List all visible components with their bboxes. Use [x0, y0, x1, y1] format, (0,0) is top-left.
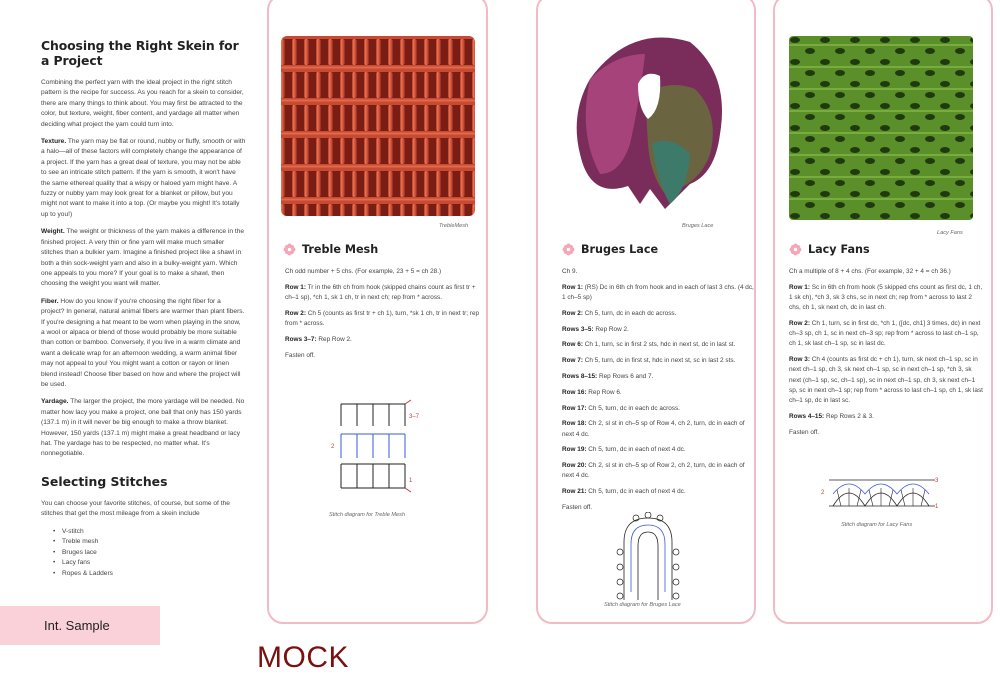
card-title-row [789, 243, 870, 256]
card-treble-mesh [267, 0, 488, 624]
row-text: Ch 1, turn, sc in first dc, *ch 1, ([dc, ch1] 3 times, dc) in next ch–3 sp, ch 1, sc in next ch–3 sp; rep from * across to last ch–1 sp, ch 1, sk last ch–1 sp, sc in last dc. [789, 320, 981, 348]
fiber-label: Fiber. [41, 297, 59, 305]
row-label: Row 3: [789, 356, 810, 364]
yardage-text: The larger the project, the more yardage will be needed. No matter how lacy you make a project, one ball that only has 150 yards (137.1 m) in it will never be big enough to make a throw blanket. However, 150 yards (137.1 m) might make a great headband or lacy hat. The yardage has to be respected, no matter what. It's nonnegotiable. [41, 398, 245, 458]
texture-paragraph [41, 137, 246, 220]
row-text: Ch 5, turn, dc in each dc across. [586, 404, 680, 412]
row-label: Row 2: [789, 320, 810, 327]
foundation-row: Ch a multiple of 8 + 4 chs. (For example, 32 + 4 = ch 36.) [789, 268, 951, 275]
yardage-paragraph [41, 397, 246, 459]
row-instruction [285, 283, 480, 303]
row-instruction [562, 445, 757, 455]
row-text: Rep Rows 2 & 3. [824, 412, 874, 420]
photo-caption: Bruges Lace [682, 223, 714, 229]
row-text: Ch 2, sl st in ch–5 sp of Row 2, ch 2, turn, dc in each of next 4 dc. [562, 462, 745, 480]
row-label: Row 6: [562, 341, 583, 349]
diagram-caption: Stitch diagram for Lacy Fans [841, 522, 913, 528]
weight-text: The weight or thickness of the yarn makes a difference in the finished project. A very thin or fine yarn will make much smaller stitches than a bulkier yarn. Imagine a finished project like a shawl in both a thin sock-weight yarn and also in a bulky-weight yarn. Which one appeals to you more? If your goal is to make a shawl, then choosing the weight you want will matter. [41, 228, 245, 288]
foundation-row: Ch 9. [562, 268, 578, 275]
lacy-fans-swatch-image [787, 34, 975, 222]
pattern-instructions [789, 267, 984, 443]
row-text: Rep Row 2. [593, 325, 629, 333]
row-label: Row 1: [285, 283, 306, 291]
row-label: Row 16: [562, 388, 587, 396]
card-title: Lacy Fans [808, 243, 870, 256]
row-text: Ch 4 (counts as first dc + ch 1), turn, sk next ch–1 sp, sc in next ch–1 sp, ch 3, sk next ch–1 sp, sc in next ch–1 sp, *ch 3, sk next (ch–1 sp, sc, ch–1 sp), sc in next ch–1 sp, ch 3, sk next ch–1 sp, sc in next ch–1 sp; rep from * across to last ch–1 sp, ch 1, sk last ch–1 sp, dc in last sc. [789, 356, 983, 405]
texture-text: The yarn may be flat or round, nubby or fluffy, smooth or with a halo—all of these factors will completely change the appearance of a project. If the yarn has a great deal of texture, you may not be able to see an intricate stitch pattern. If the yarn is smooth, it won't have the same ethereal quality that a wispy or haloed yarn might have. A fuzzy or nubby yarn may look great for a blanket or pillow, but you might not want to make it into a top. (Or maybe you might! It's totally up to you!) [41, 138, 246, 218]
treble-mesh-stitch-diagram [329, 396, 429, 496]
diagram-row-label: 3–7 [409, 414, 420, 420]
row-text: Ch 5 (counts as first tr + ch 1), turn, *sk 1 ch, tr in next tr; rep from * across. [285, 309, 480, 327]
row-instruction [562, 404, 757, 414]
row-text: Rep Rows 6 and 7. [597, 372, 654, 380]
sample-label: Int. Sample [44, 618, 110, 633]
row-text: Sc in 6th ch from hook (5 skipped chs count as first dc, 1 ch, 1 sk ch), *ch 3, sk 3 chs, sc in next ch; rep from * across to last 2 chs, ch 1, sk next ch, dc in last ch. [789, 283, 983, 312]
section-heading-stitches: Selecting Stitches [41, 473, 168, 489]
treble-mesh-swatch-image [279, 32, 477, 220]
card-title-row [283, 243, 378, 256]
list-item: • Lacy fans [53, 558, 246, 569]
row-text: Ch 5, turn, dc in each dc across. [582, 309, 677, 317]
diagram-row-label: 1 [935, 504, 939, 510]
flower-icon [283, 243, 296, 256]
row-label: Row 2: [285, 309, 306, 317]
row-instruction [562, 340, 757, 350]
stitch-list [53, 527, 246, 580]
row-text: Ch 5, turn, dc in each of next 4 dc. [586, 488, 686, 496]
row-instruction [562, 487, 757, 497]
row-instruction [789, 319, 984, 350]
photo-caption: Lacy Fans [937, 230, 963, 236]
pattern-instructions [285, 267, 480, 366]
row-text: Ch 1, turn, sc in first 2 sts, hdc in next st, dc in last st. [582, 341, 736, 349]
row-text: Ch 5, turn, dc in each of next 4 dc. [586, 446, 686, 454]
row-instruction [562, 283, 757, 303]
row-text: Tr in the 6th ch from hook (skipped chains count as first tr + ch–1 sp), *ch 1, sk 1 ch, tr in next ch; rep from * across. [285, 283, 476, 301]
pattern-instructions [562, 267, 757, 519]
fasten-off: Fasten off. [789, 428, 820, 436]
yardage-label: Yardage. [41, 398, 69, 406]
row-label: Row 2: [562, 309, 583, 317]
mock-watermark: MOCK [257, 641, 349, 674]
row-instruction [562, 325, 757, 335]
intro-paragraph: Combining the perfect yarn with the ideal project in the right stitch pattern is the recipe for success. As you reach for a skein to consider, there are many things to think about. You may first be attracted to the color, but texture, weight, fiber content, and yardage all matter when deciding what project the yarn could turn into. [41, 79, 244, 128]
texture-label: Texture. [41, 138, 67, 146]
row-label: Row 21: [562, 488, 587, 496]
bruges-lace-stitch-diagram [606, 512, 690, 602]
row-label: Row 7: [562, 357, 583, 365]
row-label: Row 17: [562, 404, 587, 412]
fiber-paragraph [41, 297, 246, 391]
row-text: Rep Row 6. [586, 388, 622, 396]
diagram-row-label: 2 [331, 444, 335, 450]
stitches-intro: You can choose your favorite stitches, of course, but some of the stitches that get the most mileage from a skein include [41, 499, 230, 518]
bruges-lace-swatch-image [570, 24, 730, 214]
row-instruction [285, 335, 480, 345]
row-label: Rows 8–15: [562, 372, 598, 380]
diagram-row-label: 1 [409, 478, 413, 484]
row-instruction [789, 283, 984, 314]
diagram-caption: Stitch diagram for Treble Mesh [329, 512, 406, 518]
card-title: Bruges Lace [581, 243, 659, 256]
fasten-off: Fasten off. [285, 351, 316, 359]
list-item: • Treble mesh [53, 537, 246, 548]
section-heading-skein: Choosing the Right Skein for a Project [41, 38, 239, 68]
row-instruction [562, 419, 757, 439]
row-text: (RS) Dc in 6th ch from hook and in each of last 3 chs. (4 dc, 1 ch–5 sp) [562, 283, 754, 301]
row-label: Row 19: [562, 446, 587, 454]
row-text: Ch 5, turn, dc in first st, hdc in next st, sc in last 2 sts. [582, 357, 736, 365]
row-label: Rows 3–5: [562, 325, 594, 333]
diagram-row-label: 3 [935, 478, 939, 484]
row-instruction [789, 412, 984, 422]
foundation-row: Ch odd number + 5 chs. (For example, 23 + 5 = ch 28.) [285, 268, 442, 275]
row-label: Row 20: [562, 462, 587, 470]
card-lacy-fans [773, 0, 993, 624]
photo-caption: TrebleMesh [439, 223, 469, 229]
row-label: Rows 4–15: [789, 412, 825, 420]
row-label: Row 1: [562, 283, 583, 291]
row-instruction [562, 372, 757, 382]
diagram-row-label: 2 [821, 490, 825, 496]
list-item: • Ropes & Ladders [53, 569, 246, 580]
row-instruction [562, 309, 757, 319]
flower-icon [789, 243, 802, 256]
list-item: • V-stitch [53, 527, 246, 538]
row-text: Rep Row 2. [316, 335, 352, 343]
fiber-text: How do you know if you're choosing the right fiber for a project? In general, natural animal fibers are warmer than plant fibers. If you're designing a hat meant to be worn when playing in the snow, a wool or alpaca or blend of those would probably be more suitable than cotton or bamboo. Conversely, if you live in a warm climate and want a delicate wrap for an afternoon wedding, a warm animal fiber may not appeal to you! You might want a cotton or rayon or linen blend instead! Choose fiber based on how and where the project will be used. [41, 297, 245, 388]
row-instruction [285, 309, 480, 329]
weight-paragraph [41, 227, 246, 289]
sample-label-box [0, 606, 160, 645]
card-title: Treble Mesh [302, 243, 379, 256]
left-column [41, 38, 246, 580]
lacy-fans-stitch-diagram [819, 470, 943, 514]
card-bruges-lace [536, 0, 756, 624]
row-instruction [562, 461, 757, 481]
row-label: Rows 3–7: [285, 335, 317, 343]
row-instruction [562, 356, 757, 366]
fasten-off: Fasten off. [562, 503, 593, 511]
card-title-row [562, 243, 658, 256]
row-label: Row 18: [562, 420, 587, 428]
diagram-caption: Stitch diagram for Bruges Lace [604, 602, 681, 608]
row-text: Ch 2, sl st in ch–5 sp of Row 4, ch 2, turn, dc in each of next 4 dc. [562, 420, 745, 438]
weight-label: Weight. [41, 228, 65, 236]
row-instruction [789, 355, 984, 406]
row-label: Row 1: [789, 283, 810, 291]
list-item: • Bruges lace [53, 548, 246, 559]
row-instruction [562, 388, 757, 398]
flower-icon [562, 243, 575, 256]
